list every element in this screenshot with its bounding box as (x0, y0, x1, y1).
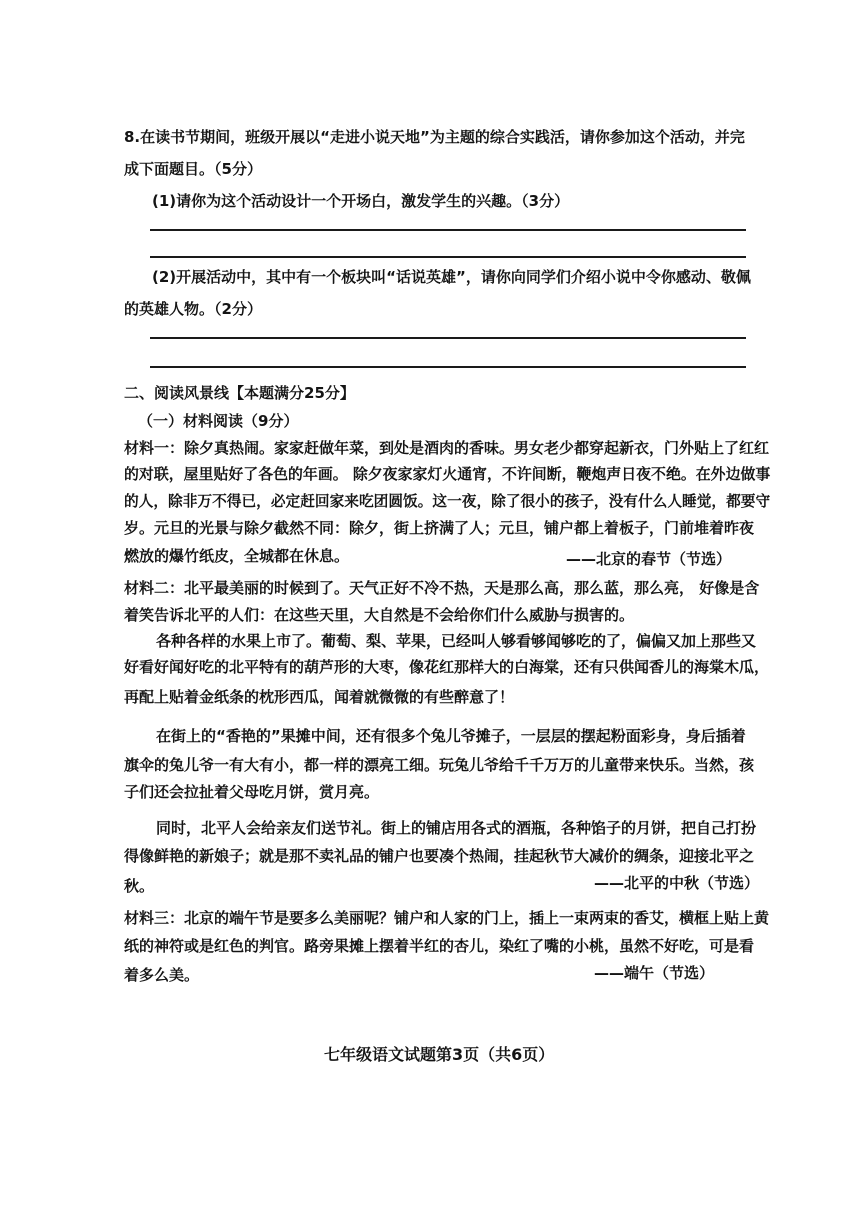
material2-line: 同时，北平人会给亲友们送节礼。街上的铺店用各式的酒瓶，各种馅子的月饼，把自己打扮 (156, 819, 757, 837)
material2-line: 在街上的“香艳的”果摊中间，还有很多个兔儿爷摊子，一层层的摆起粉面彩身，身后插着 (156, 727, 746, 745)
material3-line: 着多么美。 (124, 966, 200, 984)
material2-line: 旗伞的兔儿爷一有大有小，都一样的漂亮工细。玩兔儿爷给千千万万的儿童带来快乐。当然，孩 (124, 756, 755, 774)
material3-line: 纸的神符或是红色的判官。路旁果摊上摆着半红的杏儿，染红了嘴的小桃，虽然不好吃，可是看 (124, 937, 755, 955)
material2-line: 再配上贴着金纸条的枕形西瓜，闻着就微微的有些醉意了！ (124, 688, 515, 706)
material3-source: ——端午（节选） (594, 964, 715, 982)
material2-line: 材料二：北平最美丽的时候到了。天气正好不冷不热，天是那么高，那么蓝，那么亮， 好像是含 (124, 579, 760, 597)
material1-line: 材料一：除夕真热闹。家家赶做年菜，到处是酒肉的香味。男女老少都穿起新衣，门外贴上了红红 (124, 439, 770, 457)
material2-line: 各种各样的水果上市了。葡萄、梨、苹果，已经叫人够看够闻够吃的了，偏偏又加上那些又 (156, 632, 757, 650)
material1-line: 岁。元旦的光景与除夕截然不同：除夕，街上挤满了人；元旦，铺户都上着板子，门前堆着昨夜 (124, 519, 755, 537)
material2-line: 子们还会拉扯着父母吃月饼，赏月亮。 (124, 783, 380, 801)
q8-sub1: (1)请你为这个活动设计一个开场白，激发学生的兴趣。（3分） (152, 192, 570, 210)
material3-line: 材料三：北京的端午节是要多么美丽呢？铺户和人家的门上，插上一束两束的香艾，横框上贴上黄 (124, 909, 770, 927)
section2-part1: （一）材料阅读（9分） (138, 412, 299, 430)
page-footer: 七年级语文试题第3页（共6页） (324, 1045, 555, 1064)
material2-source: ——北平的中秋（节选） (594, 874, 760, 892)
q8-sub2-line1: (2)开展活动中，其中有一个板块叫“话说英雄”，请你向同学们介绍小说中令你感动、敬佩 (152, 268, 751, 286)
q8-stem-line1: 8.在读书节期间，班级开展以“走进小说天地”为主题的综合实践活，请你参加这个活动，并完 (124, 128, 745, 146)
answer-line[interactable] (150, 229, 746, 231)
section2-title: 二、阅读风景线【本题满分25分】 (124, 384, 355, 402)
material2-line: 秋。 (124, 877, 155, 895)
answer-line[interactable] (150, 337, 746, 339)
material2-line: 着笑告诉北平的人们：在这些天里，大自然是不会给你们什么威胁与损害的。 (124, 606, 635, 624)
q8-stem-line2: 成下面题目。（5分） (124, 160, 262, 178)
material1-line: 燃放的爆竹纸皮，全城都在休息。 (124, 547, 350, 565)
material1-line: 的对联，屋里贴好了各色的年画。 除夕夜家家灯火通宵，不许间断，鞭炮声日夜不绝。在外边做事 (124, 465, 771, 483)
material2-line: 好看好闻好吃的北平特有的葫芦形的大枣，像花红那样大的白海棠，还有只供闻香儿的海棠木瓜， (124, 658, 770, 676)
material1-source: ——北京的春节（节选） (566, 550, 732, 568)
answer-line[interactable] (150, 256, 746, 258)
answer-line[interactable] (150, 366, 746, 368)
material1-line: 的人，除非万不得已，必定赶回家来吃团圆饭。这一夜，除了很小的孩子，没有什么人睡觉，都要守 (124, 492, 771, 510)
material2-line: 得像鲜艳的新娘子；就是那不卖礼品的铺户也要凑个热闹，挂起秋节大减价的绸条，迎接北平之 (124, 847, 755, 865)
q8-sub2-line2: 的英雄人物。（2分） (124, 300, 262, 318)
